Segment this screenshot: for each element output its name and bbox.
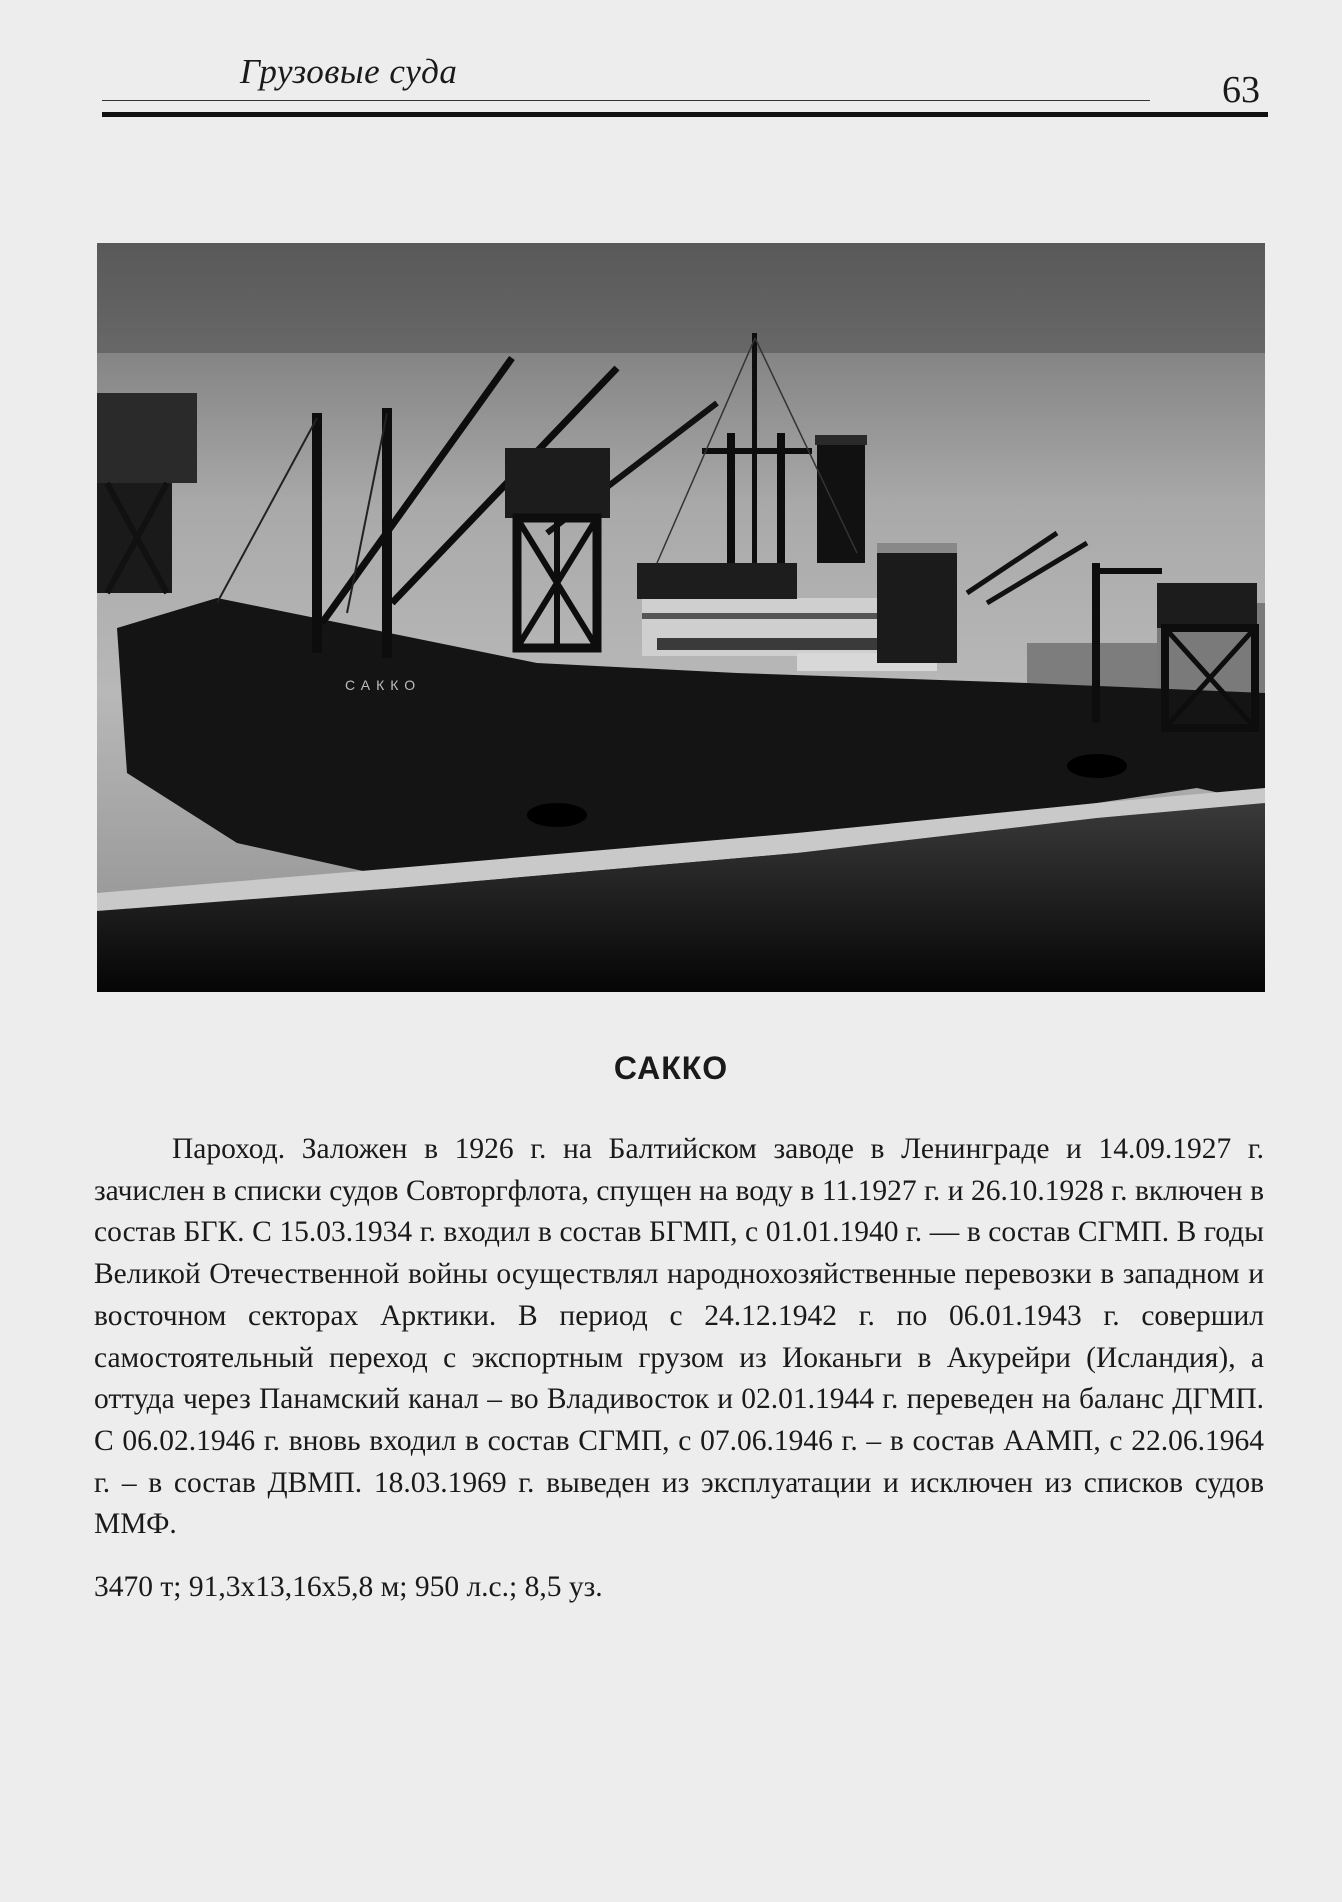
header-rule-thick [102,112,1268,117]
ship-specifications: 3470 т; 91,3х13,16х5,8 м; 950 л.с.; 8,5 уз. [94,1571,603,1603]
ship-history-paragraph: Пароход. Заложен в 1926 г. на Балтийском заводе в Ленинграде и 14.09.1927 г. зачислен в списки судов Совторгфлота, спущен на воду в 11.1927 г. и 26.10.1928 г. включен в состав БГК. С 15.03.1934 г. входил в состав БГМП, с 01.01.1940 г. — в состав СГМП. В годы Великой Отечественной войны осуществлял народнохозяйственные перевозки в западном и восточном секторах Арктики. В период с 24.12.1942 г. по 06.01.1943 г. совершил самостоятельный переход с экспортным грузом из Иоканьги в Акурейри (Исландия), а оттуда через Панамский канал – во Владивосток и 02.01.1944 г. переведен на баланс ДГМП. С 06.02.1946 г. вновь входил в состав СГМП, с 07.06.1946 г. – в состав ААМП, с 22.06.1964 г. – в состав ДВМП. 18.03.1969 г. выведен из эксплуатации и исключен из списков судов ММФ. [94,1133,1264,1541]
header-rule-thin [102,100,1150,101]
funnel [817,438,865,563]
ship-name-heading: САККО [613,1050,729,1086]
hull-lettering: САККО [345,677,422,693]
page-number: 63 [1222,69,1260,111]
ship-photograph [97,243,1265,992]
section-title: Грузовые суда [240,52,458,91]
